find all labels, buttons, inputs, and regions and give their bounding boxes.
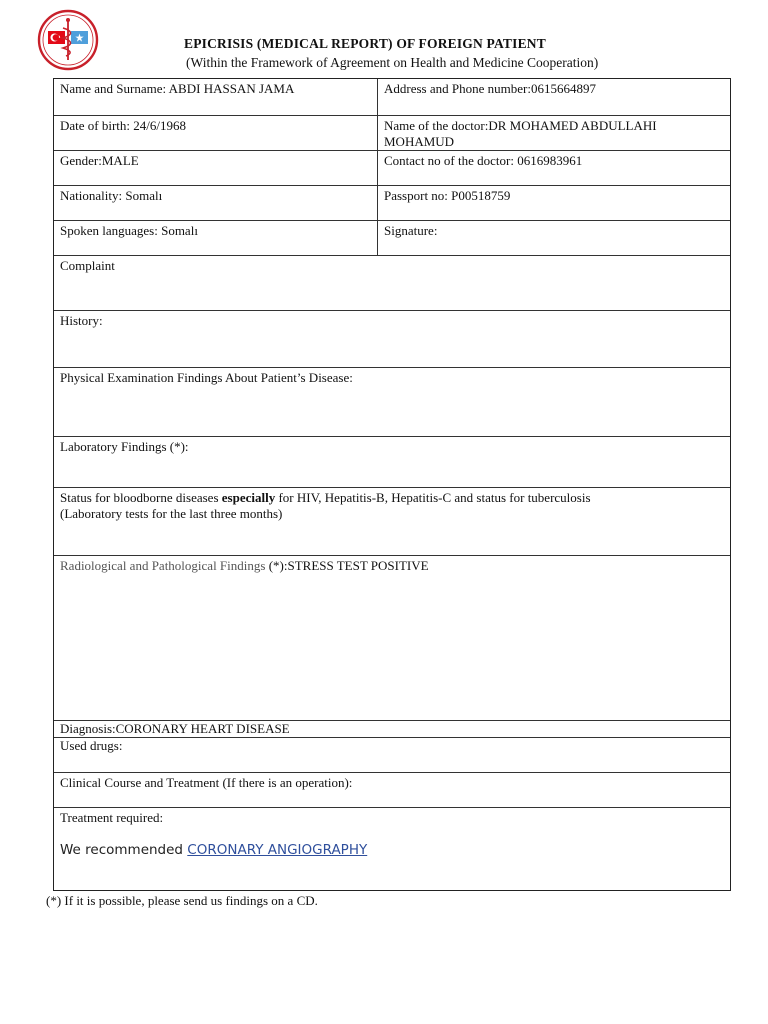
doctor-name: Name of the doctor:DR MOHAMED ABDULLAHI MOHAMUD <box>384 118 657 149</box>
row-name-address <box>54 79 730 116</box>
row-complaint <box>54 256 730 311</box>
row-radiological <box>54 556 730 721</box>
row-used-drugs <box>54 738 730 773</box>
bloodborne-line2: (Laboratory tests for the last three months) <box>60 506 283 521</box>
patient-nationality: Nationality: Somalı <box>60 188 163 203</box>
bloodborne-emphasis: especially <box>221 490 276 505</box>
cell-doctor-name <box>378 116 730 150</box>
row-languages-signature <box>54 221 730 256</box>
history-label: History: <box>60 313 103 328</box>
cell-passport <box>378 186 730 220</box>
ministry-logo <box>36 8 100 72</box>
cell-name <box>54 79 378 115</box>
patient-address-phone: Address and Phone number:0615664897 <box>384 81 596 96</box>
recommend-procedure-link[interactable]: CORONARY ANGIOGRAPHY <box>187 842 368 858</box>
patient-passport: Passport no: P00518759 <box>384 188 511 203</box>
cell-signature <box>378 221 730 255</box>
diagnosis: Diagnosis:CORONARY HEART DISEASE <box>60 721 290 736</box>
epicrisis-form <box>53 78 731 891</box>
document-title: EPICRISIS (MEDICAL REPORT) OF FOREIGN PATIENT <box>184 36 546 51</box>
bloodborne-prefix: Status for bloodborne diseases <box>60 490 222 505</box>
cell-nationality <box>54 186 378 220</box>
doctor-contact: Contact no of the doctor: 0616983961 <box>384 153 583 168</box>
row-gender-contact <box>54 151 730 186</box>
recommend-prefix: We recommended <box>60 842 188 858</box>
bloodborne-text <box>60 490 724 522</box>
radiological-value: (*):STRESS TEST POSITIVE <box>268 558 429 573</box>
document-subtitle: (Within the Framework of Agreement on Health and Medicine Cooperation) <box>186 55 599 70</box>
recommendation <box>60 842 367 858</box>
row-diagnosis <box>54 721 730 738</box>
row-history <box>54 311 730 368</box>
footnote: (*) If it is possible, please send us findings on a CD. <box>46 893 318 908</box>
cell-dob <box>54 116 378 150</box>
patient-dob: Date of birth: 24/6/1968 <box>60 118 187 133</box>
complaint-label: Complaint <box>60 258 115 273</box>
patient-gender: Gender:MALE <box>60 153 139 168</box>
row-physical-exam <box>54 368 730 437</box>
row-treatment <box>54 808 730 892</box>
physical-exam-label: Physical Examination Findings About Patient’s Disease: <box>60 370 353 385</box>
radiological-text <box>60 558 724 574</box>
row-laboratory <box>54 437 730 488</box>
row-clinical-course <box>54 773 730 808</box>
signature-label: Signature: <box>384 223 438 238</box>
cell-gender <box>54 151 378 185</box>
radiological-label: Radiological and Pathological Findings <box>60 558 269 573</box>
clinical-course-label: Clinical Course and Treatment (If there is an operation): <box>60 775 353 790</box>
laboratory-label: Laboratory Findings (*): <box>60 439 189 454</box>
treatment-label: Treatment required: <box>60 810 164 825</box>
cell-doctor-contact <box>378 151 730 185</box>
row-bloodborne <box>54 488 730 556</box>
patient-name: Name and Surname: ABDI HASSAN JAMA <box>60 81 295 96</box>
cell-languages <box>54 221 378 255</box>
patient-languages: Spoken languages: Somalı <box>60 223 198 238</box>
row-nationality-passport <box>54 186 730 221</box>
row-dob-doctor <box>54 116 730 151</box>
cell-address <box>378 79 730 115</box>
used-drugs-label: Used drugs: <box>60 738 123 753</box>
bloodborne-suffix: for HIV, Hepatitis-B, Hepatitis-C and status for tuberculosis <box>275 490 591 505</box>
